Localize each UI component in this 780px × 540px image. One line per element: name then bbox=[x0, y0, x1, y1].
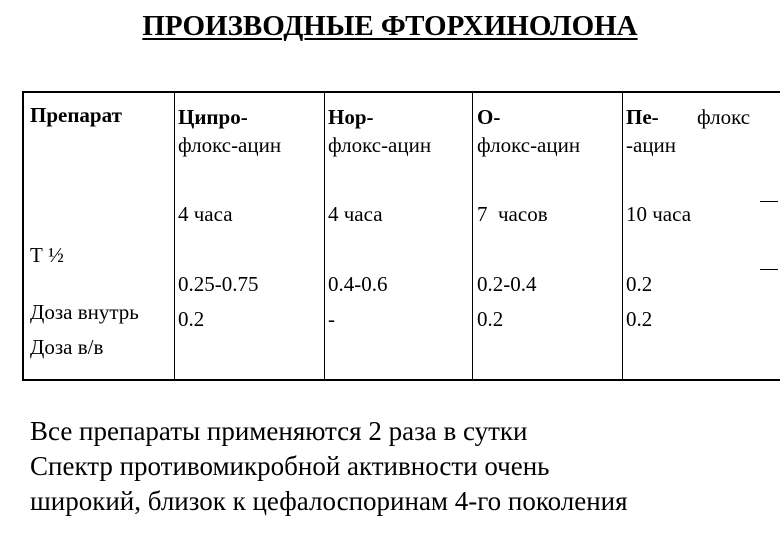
half-life-ofloxacin: 7 часов bbox=[477, 202, 548, 226]
column-divider bbox=[472, 93, 473, 379]
header-pefloxacin-line1b: флокс bbox=[697, 105, 751, 129]
row-label-oral-dose: Доза внутрь bbox=[30, 300, 139, 324]
header-ofloxacin-line1: О- bbox=[477, 105, 501, 129]
row-divider-stub bbox=[760, 201, 778, 202]
oral-dose-ofloxacin: 0.2-0.4 bbox=[477, 272, 537, 296]
column-divider bbox=[174, 93, 175, 379]
row-divider-stub bbox=[760, 269, 778, 270]
column-divider bbox=[324, 93, 325, 379]
summary-line-2: Спектр противомикробной активности очень bbox=[30, 451, 550, 481]
header-pefloxacin-line2: -ацин bbox=[626, 133, 677, 157]
summary-line-1: Все препараты применяются 2 раза в сутки bbox=[30, 416, 528, 446]
header-drug: Препарат bbox=[30, 103, 122, 127]
iv-dose-ciprofloxacin: 0.2 bbox=[178, 307, 205, 331]
header-pefloxacin-line1a: Пе- bbox=[626, 105, 659, 129]
row-label-iv-dose: Доза в/в bbox=[30, 335, 104, 359]
half-life-norfloxacin: 4 часа bbox=[328, 202, 383, 226]
oral-dose-ciprofloxacin: 0.25-0.75 bbox=[178, 272, 259, 296]
column-divider bbox=[622, 93, 623, 379]
iv-dose-pefloxacin: 0.2 bbox=[626, 307, 653, 331]
header-ciprofloxacin-line1: Ципро- bbox=[178, 105, 248, 129]
header-norfloxacin-line2: флокс-ацин bbox=[328, 133, 432, 157]
summary-text bbox=[30, 414, 628, 519]
half-life-ciprofloxacin: 4 часа bbox=[178, 202, 233, 226]
oral-dose-pefloxacin: 0.2 bbox=[626, 272, 653, 296]
header-norfloxacin-line1: Нор- bbox=[328, 105, 374, 129]
summary-line-3: широкий, близок к цефалоспоринам 4-го поколения bbox=[30, 486, 628, 516]
page-title: ПРОИЗВОДНЫЕ ФТОРХИНОЛОНА bbox=[142, 10, 638, 42]
iv-dose-ofloxacin: 0.2 bbox=[477, 307, 504, 331]
half-life-pefloxacin: 10 часа bbox=[626, 202, 692, 226]
header-ofloxacin-line2: флокс-ацин bbox=[477, 133, 581, 157]
row-label-half-life: Т ½ bbox=[30, 243, 64, 267]
oral-dose-norfloxacin: 0.4-0.6 bbox=[328, 272, 388, 296]
header-ciprofloxacin-line2: флокс-ацин bbox=[178, 133, 282, 157]
iv-dose-norfloxacin: - bbox=[328, 307, 335, 331]
